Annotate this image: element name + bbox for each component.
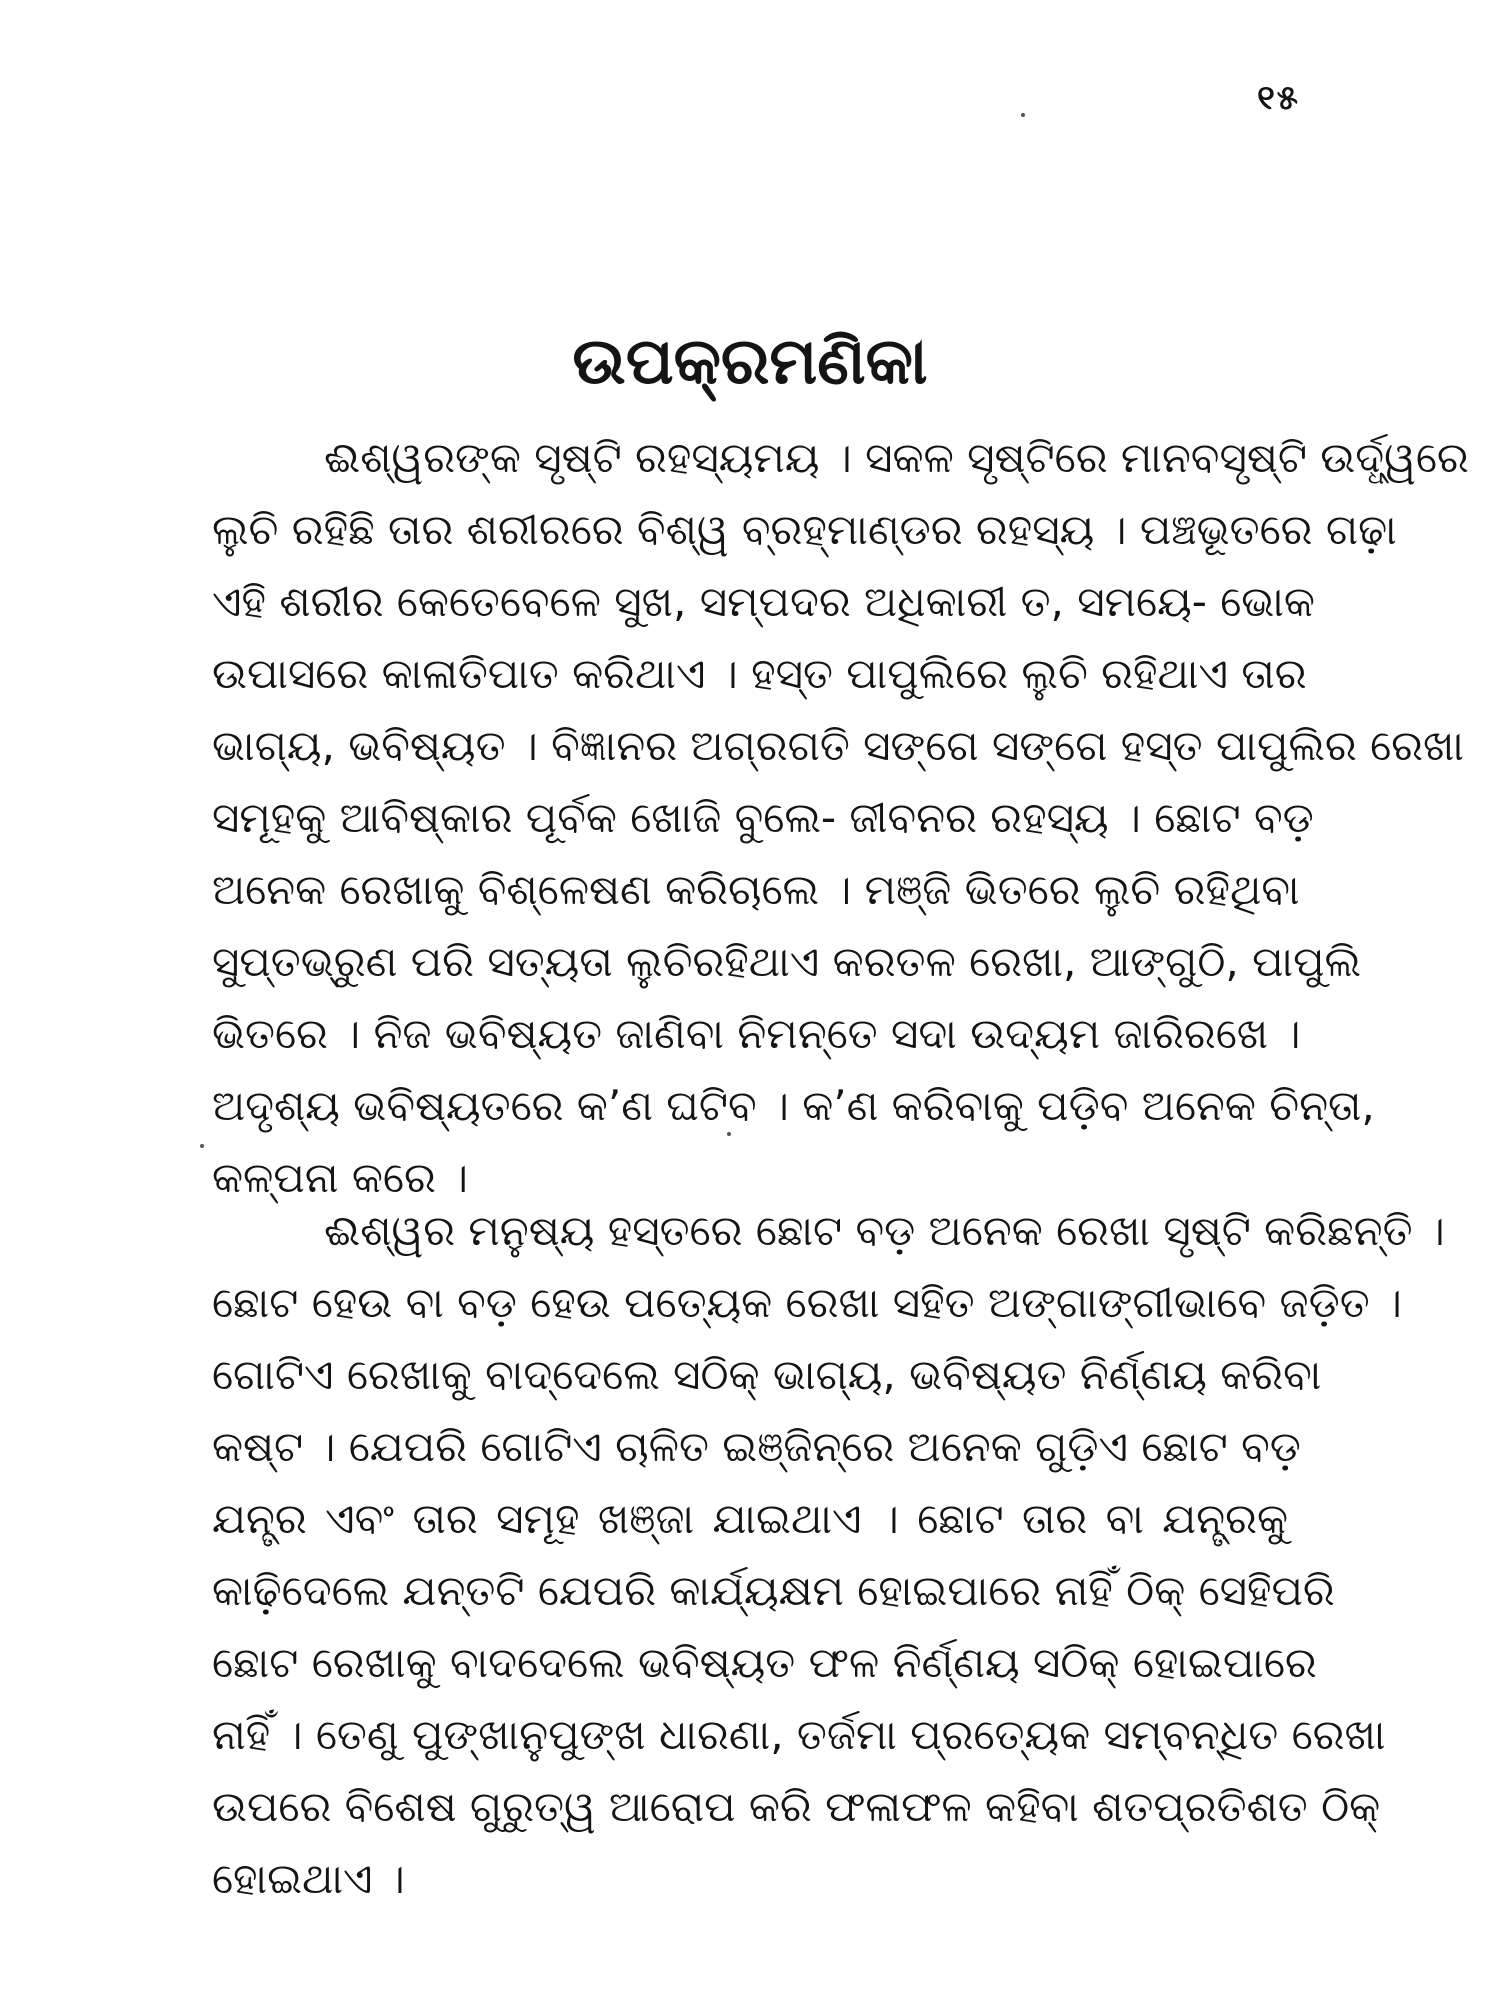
- print-speck: [727, 1132, 731, 1136]
- paragraph-2: [212, 1195, 1445, 1915]
- print-speck: [200, 1144, 204, 1148]
- paragraph-line: ଈଶ୍ୱର ମନୁଷ୍ୟ ହସ୍ତରେ ଛୋଟ ବଡ଼ ଅନେକ ରେଖା ସୃଷ୍ଟି କରିଛନ୍ତି ।: [324, 1206, 1445, 1255]
- paragraph-line: ଉପରେ ବିଶେଷ ଗୁରୁତ୍ୱ ଆରୋପ କରି ଫଳାଫଳ କହିବା ଶତପ୍ରତିଶତ ଠିକ୍: [212, 1782, 1381, 1831]
- page-number: ୧୫: [1257, 78, 1300, 118]
- paragraph-line: କଳ୍ପନା କରେ ।: [212, 1153, 469, 1202]
- paragraph-line: ଭାଗ୍ୟ, ଭବିଷ୍ୟତ । ବିଜ୍ଞାନର ଅଗ୍ରଗତି ସଙ୍ଗେ ସଙ୍ଗେ ହସ୍ତ ପାପୁଲିର ରେଖା: [212, 721, 1464, 770]
- paragraph-line: ନାହିଁ । ତେଣୁ ପୁଙ୍ଖାନୁପୁଙ୍ଖ ଧାରଣା, ତର୍ଜମା ପ୍ରତ୍ୟେକ ସମ୍ବନ୍ଧିତ ରେଖା: [212, 1710, 1386, 1759]
- paragraph-line: ଗୋଟିଏ ରେଖାକୁ ବାଦ୍‌ଦେଲେ ସଠିକ୍ ଭାଗ୍ୟ, ଭବିଷ୍ୟତ ନିର୍ଣ୍ଣୟ କରିବା: [212, 1350, 1322, 1399]
- paragraph-line: ଛୋଟ ରେଖାକୁ ବାଦଦେଲେ ଭବିଷ୍ୟତ ଫଳ ନିର୍ଣ୍ଣୟ ସଠିକ୍ ହୋଇପାରେ: [212, 1638, 1317, 1687]
- paragraph-1: [212, 422, 1469, 1214]
- paragraph-line: ସୁପ୍ତଭ୍ରୁଣ ପରି ସତ୍ୟତା ଲୁଚିରହିଥାଏ କରତଳ ରେଖା, ଆଙ୍ଗୁଠି, ପାପୁଲି: [212, 937, 1362, 986]
- paragraph-line: ଏହି ଶରୀର କେତେବେଳେ ସୁଖ, ସମ୍ପଦର ଅଧିକାରୀ ତ, ସମୟେ- ଭୋକ: [212, 577, 1315, 626]
- print-speck: [1021, 113, 1025, 117]
- paragraph-line: କାଢ଼ିଦେଲେ ଯନ୍ତଟି ଯେପରି କାର୍ଯ୍ୟକ୍ଷମ ହୋଇପାରେ ନାହିଁ ଠିକ୍ ସେହିପରି: [212, 1566, 1335, 1615]
- paragraph-line: ଯନ୍ତ୍ର ଏବଂ ତାର ସମୂହ ଖଞ୍ଜା ଯାଇଥାଏ । ଛୋଟ ତାର ବା ଯନ୍ତ୍ରକୁ: [212, 1494, 1288, 1543]
- paragraph-line: ଭିତରେ । ନିଜ ଭବିଷ୍ୟତ ଜାଣିବା ନିମନ୍ତେ ସଦା ଉଦ୍ୟମ ଜାରିରଖେ ।: [212, 1009, 1301, 1058]
- paragraph-line: ଛୋଟ ହେଉ ବା ବଡ଼ ହେଉ ପତ୍ୟେକ ରେଖା ସହିତ ଅଙ୍ଗାଙ୍ଗୀଭାବେ ଜଡ଼ିତ ।: [212, 1278, 1402, 1327]
- chapter-title: ଉପକ୍ରମଣିକା: [572, 325, 928, 399]
- paragraph-line: କଷ୍ଟ । ଯେପରି ଗୋଟିଏ ଚାଳିତ ଇଞ୍ଜିନ୍‌ରେ ଅନେକ ଗୁଡ଼ିଏ ଛୋଟ ବଡ଼: [212, 1422, 1301, 1471]
- paragraph-line: ଅଦୃଶ୍ୟ ଭବିଷ୍ୟତରେ କ’ଣ ଘଟିବ । କ’ଣ କରିବାକୁ ପଡ଼ିବ ଅନେକ ଚିନ୍ତା,: [212, 1081, 1375, 1130]
- paragraph-line: ହୋଇଥାଏ ।: [212, 1854, 405, 1903]
- paragraph-line: ଉପାସରେ କାଳାତିପାତ କରିଥାଏ । ହସ୍ତ ପାପୁଲିରେ ଲୁଚି ରହିଥାଏ ତାର: [212, 649, 1307, 698]
- paragraph-line: ସମୂହକୁ ଆବିଷ୍କାର ପୂର୍ବକ ଖୋଜି ବୁଲେ- ଜୀବନର ରହସ୍ୟ । ଛୋଟ ବଡ଼: [212, 793, 1314, 842]
- paragraph-line: ଈଶ୍ୱରଙ୍କ ସୃଷ୍ଟି ରହସ୍ୟମୟ । ସକଳ ସୃଷ୍ଟିରେ ମାନବସୃଷ୍ଟି ଉର୍ଦ୍ଧ୍ୱରେ: [324, 433, 1469, 482]
- paragraph-line: ଅନେକ ରେଖାକୁ ବିଶ୍ଳେଷଣ କରିଚାଲେ । ମଞ୍ଜି ଭିତରେ ଲୁଚି ରହିଥିବା: [212, 865, 1300, 914]
- paragraph-line: ଲୁଚି ରହିଛି ତାର ଶରୀରରେ ବିଶ୍ୱ ବ୍ରହ୍ମାଣ୍ଡର ରହସ୍ୟ । ପଞ୍ଚଭୂତରେ ଗଢ଼ା: [212, 505, 1397, 554]
